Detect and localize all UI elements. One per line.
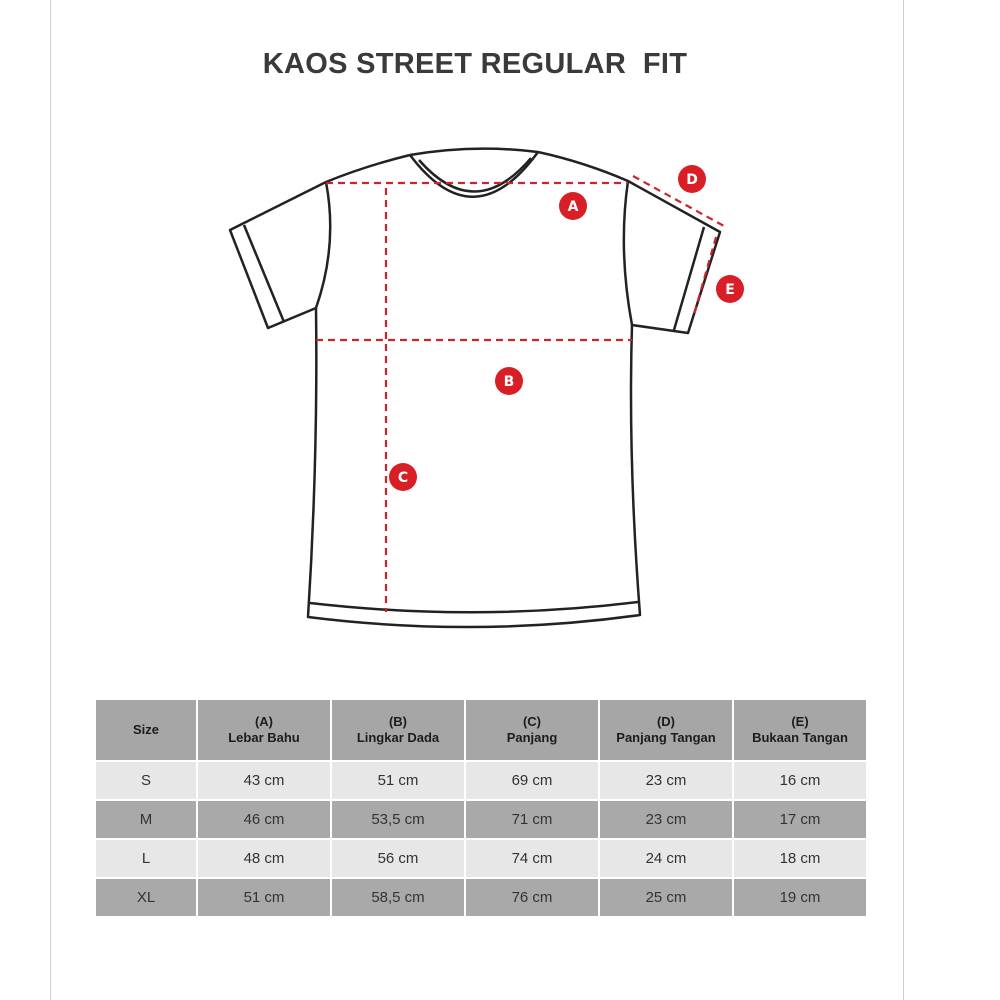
callout-C-badge [389, 463, 417, 491]
callout-E-label: E [725, 282, 735, 298]
page-title: KAOS STREET REGULAR FIT [262, 48, 688, 80]
callout-D-badge [678, 165, 706, 193]
header-panjang [466, 700, 600, 762]
header-lebar-bahu [198, 700, 332, 762]
header-lingkar-dada [332, 700, 466, 762]
header-code: (B) [388, 714, 408, 729]
table-cell: 51 cm [198, 879, 332, 918]
callout-B-label: B [503, 374, 515, 390]
header-code: (E) [791, 714, 809, 729]
callout-C-label: C [397, 470, 409, 486]
table-cell: 51 cm [332, 762, 466, 801]
table-cell: 69 cm [466, 762, 600, 801]
table-cell: 53,5 cm [332, 801, 466, 840]
table-header-row [96, 700, 868, 762]
table-row [96, 840, 868, 879]
table-cell: 43 cm [198, 762, 332, 801]
callout-A-badge [559, 192, 587, 220]
table-cell: 58,5 cm [332, 879, 466, 918]
tshirt-outline [230, 149, 720, 627]
header-code: (D) [656, 714, 676, 729]
table-cell: 19 cm [734, 879, 868, 918]
header-name: Lingkar Dada [356, 730, 440, 745]
table-cell: 46 cm [198, 801, 332, 840]
table-row [96, 879, 868, 918]
table-cell: 56 cm [332, 840, 466, 879]
table-cell: 25 cm [600, 879, 734, 918]
header-code: (A) [254, 714, 274, 729]
callout-E-badge [716, 275, 744, 303]
table-cell: 48 cm [198, 840, 332, 879]
callout-A-label: A [567, 199, 579, 215]
table-cell: 24 cm [600, 840, 734, 879]
table-cell: 74 cm [466, 840, 600, 879]
measurement-guides [316, 176, 724, 612]
table-cell: 76 cm [466, 879, 600, 918]
table-cell: 16 cm [734, 762, 868, 801]
table-cell: 18 cm [734, 840, 868, 879]
callout-D-label: D [686, 172, 698, 188]
header-code: (C) [522, 714, 542, 729]
header-name: Panjang Tangan [616, 730, 716, 745]
header-name: Panjang [506, 730, 558, 745]
header-panjang-tangan [600, 700, 734, 762]
table-row [96, 762, 868, 801]
header-name: Lebar Bahu [228, 730, 300, 745]
size-cell: XL [96, 879, 198, 918]
size-cell: L [96, 840, 198, 879]
size-cell: S [96, 762, 198, 801]
table-cell: 23 cm [600, 801, 734, 840]
size-cell: M [96, 801, 198, 840]
table-row [96, 801, 868, 840]
header-size: Size [96, 700, 198, 762]
header-bukaan-tangan [734, 700, 868, 762]
table-cell: 71 cm [466, 801, 600, 840]
header-name: Bukaan Tangan [752, 730, 848, 745]
callout-B-badge [495, 367, 523, 395]
size-table [96, 700, 868, 918]
table-cell: 17 cm [734, 801, 868, 840]
table-cell: 23 cm [600, 762, 734, 801]
